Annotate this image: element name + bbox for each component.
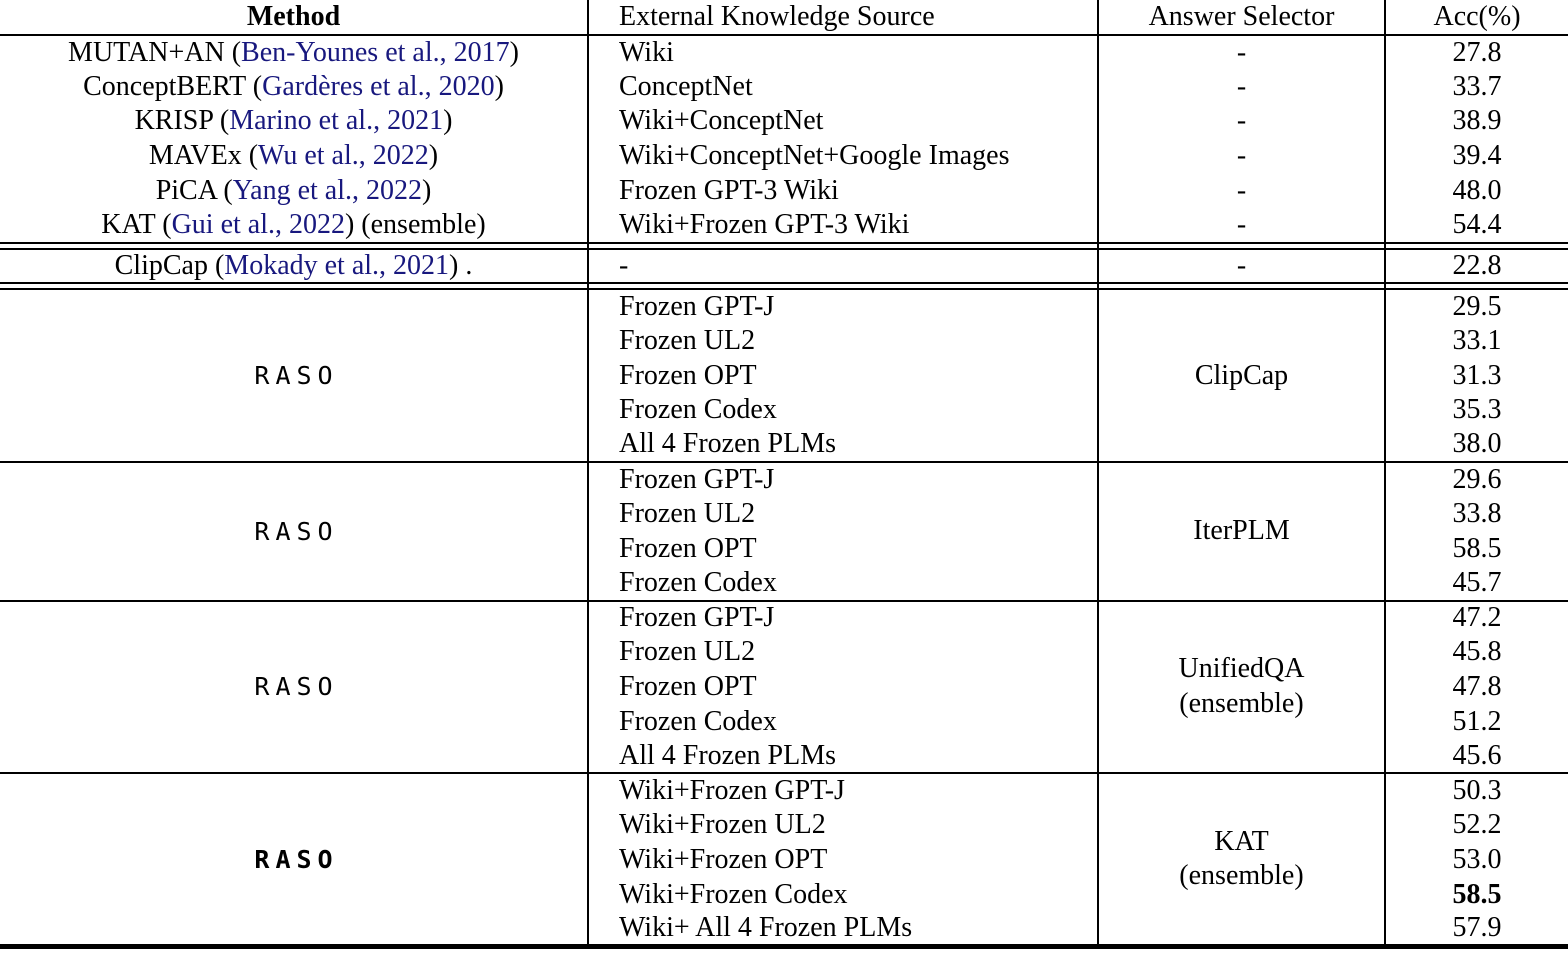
acc-cell: 48.0	[1385, 173, 1568, 208]
eks-cell: All 4 Frozen PLMs	[588, 739, 1098, 774]
header-row	[0, 0, 1568, 35]
method-cell	[0, 35, 588, 70]
eks-cell: Wiki+Frozen GPT-3 Wiki	[588, 208, 1098, 243]
acc-cell: 57.9	[1385, 912, 1568, 947]
method-prefix: ConceptBERT (	[83, 70, 263, 102]
acc-cell: 51.2	[1385, 704, 1568, 739]
citation-link[interactable]: Gui et al., 2022	[171, 208, 345, 240]
table-row	[0, 173, 1568, 208]
selector-line1: UnifiedQA	[1178, 653, 1305, 685]
selector-cell: -	[1098, 35, 1385, 70]
selector-cell: ClipCap	[1098, 289, 1385, 462]
table-row	[0, 289, 1568, 324]
eks-cell: Frozen GPT-J	[588, 462, 1098, 497]
eks-cell: Frozen Codex	[588, 704, 1098, 739]
selector-line1: KAT	[1214, 825, 1269, 857]
eks-cell: Wiki+Frozen OPT	[588, 843, 1098, 878]
citation-link[interactable]: Gardères et al., 2020	[262, 70, 495, 102]
selector-cell: -	[1098, 70, 1385, 105]
acc-cell: 27.8	[1385, 35, 1568, 70]
table-row	[0, 139, 1568, 174]
method-cell-raso: RASO	[0, 601, 588, 774]
eks-cell: Frozen OPT	[588, 531, 1098, 566]
eks-cell: Wiki+ All 4 Frozen PLMs	[588, 912, 1098, 947]
eks-cell: Frozen UL2	[588, 324, 1098, 359]
selector-line2: (ensemble)	[1179, 687, 1304, 719]
eks-cell: Wiki	[588, 35, 1098, 70]
acc-cell: 33.7	[1385, 70, 1568, 105]
method-cell-raso: RASO	[0, 773, 588, 946]
method-suffix: ) .	[449, 249, 473, 281]
acc-cell: 38.9	[1385, 104, 1568, 139]
acc-cell: 53.0	[1385, 843, 1568, 878]
eks-cell: Frozen OPT	[588, 358, 1098, 393]
method-prefix: MUTAN+AN (	[68, 36, 242, 68]
table-row	[0, 70, 1568, 105]
citation-link[interactable]: Yang et al., 2022	[232, 174, 422, 206]
table-row	[0, 773, 1568, 808]
selector-cell	[1098, 773, 1385, 946]
col-header-eks: External Knowledge Source	[588, 0, 1098, 35]
selector-line2: (ensemble)	[1179, 860, 1304, 892]
citation-link[interactable]: Mokady et al., 2021	[224, 249, 450, 281]
acc-cell: 50.3	[1385, 773, 1568, 808]
selector-cell: -	[1098, 173, 1385, 208]
table-row	[0, 462, 1568, 497]
method-prefix: ClipCap (	[114, 249, 225, 281]
eks-cell: All 4 Frozen PLMs	[588, 428, 1098, 463]
method-cell	[0, 249, 588, 284]
eks-cell: Wiki+Frozen GPT-J	[588, 773, 1098, 808]
acc-cell: 29.5	[1385, 289, 1568, 324]
method-prefix: MAVEx (	[148, 140, 259, 172]
method-suffix: )	[443, 105, 453, 137]
eks-cell: Wiki+Frozen Codex	[588, 877, 1098, 912]
citation-link[interactable]: Ben-Younes et al., 2017	[241, 36, 510, 68]
acc-cell: 45.7	[1385, 566, 1568, 601]
citation-link[interactable]: Marino et al., 2021	[229, 105, 444, 137]
method-cell-raso: RASO	[0, 462, 588, 600]
method-suffix: )	[494, 70, 504, 102]
method-prefix: PiCA (	[155, 174, 233, 206]
acc-cell: 47.2	[1385, 601, 1568, 636]
acc-cell: 45.6	[1385, 739, 1568, 774]
eks-cell: Frozen GPT-J	[588, 289, 1098, 324]
acc-cell: 39.4	[1385, 139, 1568, 174]
acc-cell: 22.8	[1385, 249, 1568, 284]
table-row	[0, 249, 1568, 284]
method-suffix: )	[421, 174, 432, 206]
col-header-selector: Answer Selector	[1098, 0, 1385, 35]
eks-cell: Frozen Codex	[588, 393, 1098, 428]
acc-cell: 33.8	[1385, 497, 1568, 532]
method-suffix: )	[428, 140, 439, 172]
selector-cell: -	[1098, 104, 1385, 139]
acc-cell: 47.8	[1385, 670, 1568, 705]
method-cell	[0, 173, 588, 208]
method-suffix: )	[509, 36, 519, 68]
table-row	[0, 601, 1568, 636]
selector-cell: IterPLM	[1098, 462, 1385, 600]
table-row	[0, 104, 1568, 139]
acc-cell: 54.4	[1385, 208, 1568, 243]
eks-cell: Frozen UL2	[588, 635, 1098, 670]
eks-cell: Frozen Codex	[588, 566, 1098, 601]
eks-cell: Frozen GPT-3 Wiki	[588, 173, 1098, 208]
col-header-acc: Acc(%)	[1385, 0, 1568, 35]
method-cell	[0, 70, 588, 105]
selector-cell: -	[1098, 249, 1385, 284]
acc-cell: 58.5	[1385, 531, 1568, 566]
method-cell-raso: RASO	[254, 361, 339, 391]
method-cell	[0, 208, 588, 243]
table-row	[0, 208, 1568, 243]
eks-cell: Wiki+Frozen UL2	[588, 808, 1098, 843]
method-suffix: ) (ensemble)	[344, 208, 486, 240]
method-prefix: KAT (	[101, 208, 172, 240]
acc-cell: 33.1	[1385, 324, 1568, 359]
table-row	[0, 35, 1568, 70]
citation-link[interactable]: Wu et al., 2022	[258, 140, 429, 172]
eks-cell: Wiki+ConceptNet+Google Images	[588, 139, 1098, 174]
selector-cell	[1098, 601, 1385, 774]
eks-cell: ConceptNet	[588, 70, 1098, 105]
eks-cell: Frozen UL2	[588, 497, 1098, 532]
eks-cell: Frozen GPT-J	[588, 601, 1098, 636]
selector-cell: -	[1098, 208, 1385, 243]
selector-cell: -	[1098, 139, 1385, 174]
method-cell	[0, 104, 588, 139]
acc-cell-best: 58.5	[1385, 877, 1568, 912]
acc-cell: 35.3	[1385, 393, 1568, 428]
method-cell	[0, 139, 588, 174]
acc-cell: 45.8	[1385, 635, 1568, 670]
eks-cell: Wiki+ConceptNet	[588, 104, 1098, 139]
method-prefix: KRISP (	[134, 105, 230, 137]
acc-cell: 52.2	[1385, 808, 1568, 843]
eks-cell: Frozen OPT	[588, 670, 1098, 705]
acc-cell: 38.0	[1385, 428, 1568, 463]
eks-cell: -	[588, 249, 1098, 284]
col-header-method: Method	[246, 1, 341, 32]
acc-cell: 31.3	[1385, 358, 1568, 393]
acc-cell: 29.6	[1385, 462, 1568, 497]
